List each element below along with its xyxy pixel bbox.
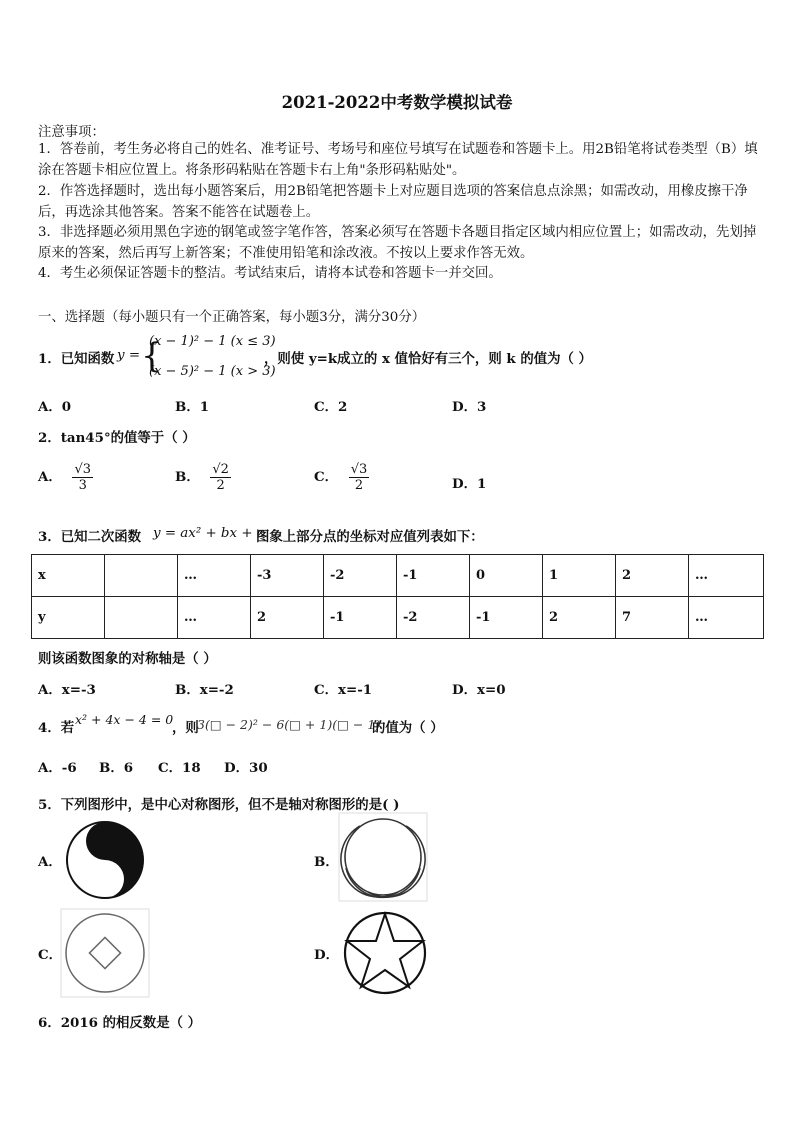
question-5-stem: 5．下列图形中，是中心对称图形，但不是轴对称图形的是( ) xyxy=(38,797,400,813)
table-cell: … xyxy=(178,597,251,639)
question-5-option-c-label[interactable]: C． xyxy=(38,947,63,963)
question-2-option-c[interactable] xyxy=(314,462,369,493)
figure-d-star-icon[interactable] xyxy=(340,908,430,998)
question-1-function-label: y = xyxy=(117,348,141,363)
question-2-option-d[interactable] xyxy=(452,473,486,492)
question-4-suffix: 的值为（ ） xyxy=(372,720,444,736)
denominator: 2 xyxy=(216,478,225,493)
table-cell: -1 xyxy=(324,597,397,639)
question-2-option-b[interactable] xyxy=(175,462,231,493)
question-3-suffix: 图象上部分点的坐标对应值列表如下： xyxy=(256,529,484,545)
option-value: 1 xyxy=(477,476,487,492)
denominator: 3 xyxy=(78,478,87,493)
table-cell: … xyxy=(689,597,764,639)
note-item-4: 4．考生必须保证答题卡的整洁。考试结束后，请将本试卷和答题卡一并交回。 xyxy=(38,266,502,281)
table-cell: 2 xyxy=(251,597,324,639)
note-item-3: 3．非选择题必须用黑色字迹的钢笔或签字笔作答，答案必须写在答题卡各题目指定区域内相应位置上；如需改动，先划掉原来的答案，然后再写上新答案；不准使用铅笔和涂改液。不按以上要求作答无效。 xyxy=(38,225,757,261)
table-cell xyxy=(105,597,178,639)
table-row-x xyxy=(32,555,764,597)
figure-a-taiji-icon[interactable] xyxy=(60,815,150,905)
question-1-suffix: ，则使 y=k成立的 x 值恰好有三个，则 k 的值为（ ） xyxy=(264,351,592,367)
fraction xyxy=(72,462,93,493)
page-title: 2021-2022中考数学模拟试卷 xyxy=(281,93,513,112)
table-cell: … xyxy=(689,555,764,597)
table-cell: -2 xyxy=(324,555,397,597)
table-cell: 2 xyxy=(616,555,689,597)
table-cell xyxy=(105,555,178,597)
question-3-prefix: 3．已知二次函数 xyxy=(38,529,142,545)
question-1-option-d[interactable]: D．3 xyxy=(452,399,487,415)
question-4-option-a[interactable]: A．-6 xyxy=(38,760,77,776)
question-2-option-a[interactable] xyxy=(38,462,93,493)
notes-heading: 注意事项： xyxy=(38,125,105,140)
option-label: B． xyxy=(175,469,200,485)
question-2-stem: 2．tan45°的值等于（ ） xyxy=(38,430,196,446)
fraction xyxy=(210,462,231,493)
table-cell: 1 xyxy=(543,555,616,597)
note-item-2: 2．作答选择题时，选出每小题答案后，用2B铅笔把答题卡上对应题目选项的答案信息点涂黑；如需改动，用橡皮擦干净后，再选涂其他答案。答案不能答在试题卷上。 xyxy=(38,184,748,220)
question-6-stem: 6．2016 的相反数是（ ） xyxy=(38,1015,202,1031)
question-1-option-b[interactable]: B．1 xyxy=(175,399,210,415)
question-4-option-d[interactable]: D．30 xyxy=(224,760,268,776)
table-cell: y xyxy=(32,597,105,639)
table-cell: -3 xyxy=(251,555,324,597)
figure-c-coin-icon[interactable] xyxy=(60,908,150,998)
question-4-condition: x² + 4x − 4 = 0 xyxy=(75,712,174,727)
table-cell: x xyxy=(32,555,105,597)
table-cell: -1 xyxy=(397,555,470,597)
table-cell: … xyxy=(178,555,251,597)
question-3-question: 则该函数图象的对称轴是（ ） xyxy=(38,651,217,667)
figure-b-trefoil-icon[interactable] xyxy=(338,812,428,902)
table-row-y xyxy=(32,597,764,639)
question-3-option-a[interactable]: A．x=-3 xyxy=(38,682,96,698)
option-label: C． xyxy=(314,469,339,485)
question-1-option-c[interactable]: C．2 xyxy=(314,399,348,415)
table-cell: -2 xyxy=(397,597,470,639)
question-1-prefix: 1．已知函数 xyxy=(38,351,115,367)
question-3-formula: y = ax² + bx + c xyxy=(153,526,265,541)
question-4-prefix: 4．若 xyxy=(38,720,75,736)
section-heading: 一、选择题（每小题只有一个正确答案，每小题3分，满分30分） xyxy=(38,310,426,325)
value-table xyxy=(31,554,764,639)
question-1-option-a[interactable]: A．0 xyxy=(38,399,72,415)
table-cell: 2 xyxy=(543,597,616,639)
option-label: D． xyxy=(452,476,478,492)
question-3-option-d[interactable]: D．x=0 xyxy=(452,682,506,698)
denominator: 2 xyxy=(354,478,364,493)
table-cell: 0 xyxy=(470,555,543,597)
table-cell: -1 xyxy=(470,597,543,639)
question-1-piece-1: (x − 1)² − 1 (x ≤ 3) xyxy=(149,334,276,349)
numerator: √3 xyxy=(350,462,368,477)
question-3-option-b[interactable]: B．x=-2 xyxy=(175,682,234,698)
question-1-brace: { xyxy=(141,336,163,376)
question-1-piece-2: (x − 5)² − 1 (x > 3) xyxy=(149,364,276,379)
numerator: √2 xyxy=(212,462,229,477)
numerator: √3 xyxy=(74,462,92,477)
question-4-expression: 3(□ − 2)² − 6(□ + 1)(□ − 1) xyxy=(197,717,381,732)
question-5-option-b-label[interactable]: B． xyxy=(314,854,339,870)
fraction xyxy=(349,462,370,493)
option-label: A． xyxy=(38,469,62,485)
question-4-mid: ，则 xyxy=(172,720,199,736)
table-cell: 7 xyxy=(616,597,689,639)
question-4-option-b[interactable]: B．6 xyxy=(99,760,134,776)
question-3-option-c[interactable]: C．x=-1 xyxy=(314,682,373,698)
question-4-option-c[interactable]: C．18 xyxy=(158,760,201,776)
note-item-1: 1．答卷前，考生务必将自己的姓名、准考证号、考场号和座位号填写在试题卷和答题卡上。用2B铅笔将试卷类型（B）填涂在答题卡相应位置上。将条形码粘贴在答题卡右上角"条形码粘贴处"。 xyxy=(38,142,758,178)
question-5-option-a-label[interactable]: A． xyxy=(38,854,62,870)
question-5-option-d-label[interactable]: D． xyxy=(314,947,340,963)
